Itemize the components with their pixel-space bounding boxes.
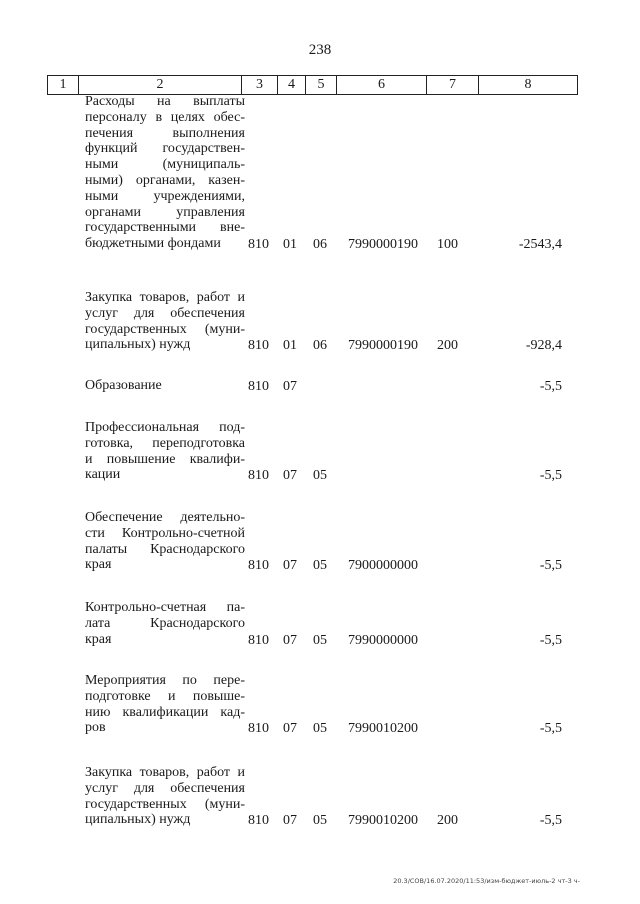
cell-c5: 06 <box>313 237 327 253</box>
cell-c6: 7900000000 <box>348 558 418 574</box>
description-line: лата Краснодарского <box>85 615 245 631</box>
row-description <box>85 673 245 736</box>
description-line: Профессиональная под- <box>85 420 245 435</box>
description-line: нию квалификации кад- <box>85 704 245 720</box>
description-line: государственных (муни- <box>85 321 245 337</box>
cell-c7: 100 <box>437 237 458 253</box>
row-description <box>85 765 245 828</box>
header-col-5: 5 <box>305 76 336 94</box>
cell-c3: 810 <box>248 338 269 354</box>
description-line: функций государствен- <box>85 141 245 157</box>
row-description <box>85 94 245 252</box>
description-line: готовка, переподготовка <box>85 435 245 451</box>
description-line: Контрольно-счетная па- <box>85 600 245 615</box>
cell-c4: 07 <box>283 468 297 484</box>
description-line: Расходы на выплаты <box>85 94 245 109</box>
cell-c5: 05 <box>313 632 327 648</box>
description-line: подготовке и повыше- <box>85 688 245 704</box>
cell-c5: 05 <box>313 558 327 574</box>
cell-c3: 810 <box>248 468 269 484</box>
description-line: ными учреждениями, <box>85 188 245 204</box>
description-line: Мероприятия по пере- <box>85 673 245 688</box>
description-line: органами управления <box>85 204 245 220</box>
description-line: государственных (муни- <box>85 796 245 812</box>
cell-c8: -928,4 <box>525 338 562 354</box>
row-description <box>85 420 245 483</box>
description-line: ными) органами, казен- <box>85 172 245 188</box>
description-line: бюджетными фондами <box>85 236 221 252</box>
description-line: Образование <box>85 378 162 393</box>
description-line: Закупка товаров, работ и <box>85 765 245 780</box>
description-line: персоналу в целях обес- <box>85 109 245 125</box>
description-line: Закупка товаров, работ и <box>85 290 245 305</box>
cell-c5: 06 <box>313 338 327 354</box>
row-description <box>85 600 245 647</box>
cell-c6: 7990000000 <box>348 632 418 648</box>
description-line: Обеспечение деятельно- <box>85 510 245 525</box>
footer-stamp: 20.3/СОВ/16.07.2020/11:53/изм-бюджет-июль-2 чт-3 ч- <box>393 877 580 885</box>
header-col-2: 2 <box>78 76 241 94</box>
cell-c4: 07 <box>283 632 297 648</box>
header-col-7: 7 <box>426 76 478 94</box>
cell-c8: -5,5 <box>539 813 562 829</box>
description-line: печения выполнения <box>85 125 245 141</box>
cell-c5: 05 <box>313 813 327 829</box>
cell-c7: 200 <box>437 813 458 829</box>
description-line: услуг для обеспечения <box>85 305 245 321</box>
table-header-row <box>47 75 578 95</box>
description-line: края <box>85 631 112 647</box>
cell-c8: -5,5 <box>539 558 562 574</box>
cell-c4: 07 <box>283 558 297 574</box>
cell-c3: 810 <box>248 558 269 574</box>
header-col-1: 1 <box>47 76 78 94</box>
description-line: ципальных) нужд <box>85 812 191 828</box>
cell-c5: 05 <box>313 721 327 737</box>
cell-c7: 200 <box>437 338 458 354</box>
cell-c8: -5,5 <box>539 468 562 484</box>
description-line: палаты Краснодарского <box>85 541 245 557</box>
cell-c8: -5,5 <box>539 379 562 394</box>
row-description <box>85 290 245 353</box>
cell-c4: 07 <box>283 813 297 829</box>
description-line: ципальных) нужд <box>85 337 191 353</box>
description-line: ров <box>85 720 106 736</box>
cell-c4: 01 <box>283 237 297 253</box>
header-col-6: 6 <box>336 76 426 94</box>
header-col-8: 8 <box>478 76 578 94</box>
cell-c4: 07 <box>283 379 297 394</box>
header-col-4: 4 <box>277 76 305 94</box>
description-line: государственными вне- <box>85 220 245 236</box>
cell-c3: 810 <box>248 379 269 394</box>
cell-c8: -2543,4 <box>518 237 562 253</box>
row-description <box>85 378 245 394</box>
cell-c4: 01 <box>283 338 297 354</box>
page-number: 238 <box>308 42 332 58</box>
cell-c6: 7990000190 <box>348 338 418 354</box>
cell-c6: 7990010200 <box>348 721 418 737</box>
cell-c6: 7990010200 <box>348 813 418 829</box>
header-col-3: 3 <box>241 76 277 94</box>
cell-c3: 810 <box>248 721 269 737</box>
cell-c3: 810 <box>248 813 269 829</box>
description-line: кации <box>85 467 121 483</box>
cell-c3: 810 <box>248 632 269 648</box>
row-description <box>85 510 245 573</box>
description-line: услуг для обеспечения <box>85 780 245 796</box>
cell-c3: 810 <box>248 237 269 253</box>
cell-c6: 7990000190 <box>348 237 418 253</box>
cell-c8: -5,5 <box>539 632 562 648</box>
description-line: и повышение квалифи- <box>85 451 245 467</box>
description-line: сти Контрольно-счетной <box>85 525 245 541</box>
description-line: края <box>85 557 112 573</box>
cell-c4: 07 <box>283 721 297 737</box>
description-line: ными (муниципаль- <box>85 157 245 173</box>
cell-c8: -5,5 <box>539 721 562 737</box>
cell-c5: 05 <box>313 468 327 484</box>
